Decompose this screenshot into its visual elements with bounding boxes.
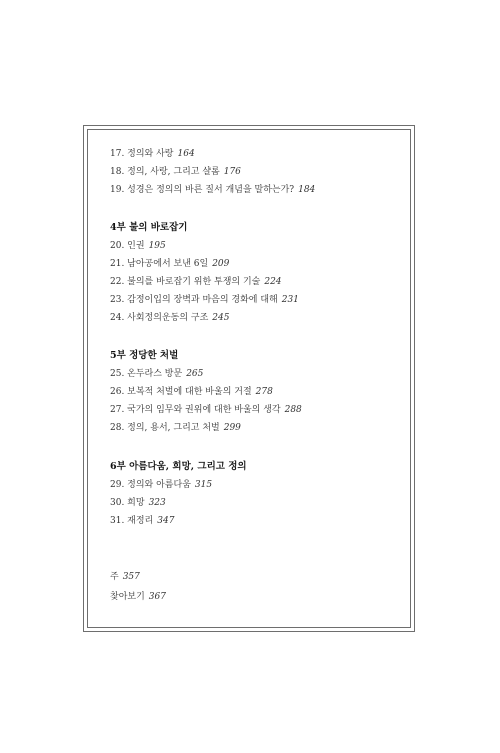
page-number: 245 [212, 313, 230, 323]
page-number: 288 [284, 405, 302, 415]
page-number: 164 [177, 149, 195, 159]
toc-entry: 27. 국가의 임무와 권위에 대한 바울의 생각 288 [110, 405, 302, 415]
page-number: 347 [157, 516, 175, 526]
page-number: 209 [212, 259, 230, 269]
toc-entry: 26. 보복적 처벌에 대한 바울의 거절 278 [110, 387, 273, 397]
page-number: 195 [148, 241, 166, 251]
part-heading: 5부 정당한 처벌 [110, 350, 179, 361]
toc-entry: 30. 희망 323 [110, 498, 166, 508]
part-heading: 6부 아름다움, 희망, 그리고 정의 [110, 461, 247, 472]
toc-entry: 17. 정의와 사랑 164 [110, 149, 195, 159]
page-number: 176 [223, 167, 241, 177]
toc-entry: 19. 성경은 정의의 바른 질서 개념을 말하는가? 184 [110, 185, 316, 195]
page-number: 184 [298, 185, 316, 195]
part-heading: 4부 불의 바로잡기 [110, 222, 188, 233]
toc-entry: 28. 정의, 용서, 그리고 처벌 299 [110, 423, 241, 433]
page-number: 357 [122, 572, 140, 582]
toc-entry: 25. 온두라스 방문 265 [110, 369, 204, 379]
page-number: 299 [223, 423, 241, 433]
toc-entry-index: 찾아보기 367 [110, 592, 166, 602]
toc-entry: 18. 정의, 사랑, 그리고 샬롬 176 [110, 167, 241, 177]
page-number: 315 [194, 480, 213, 490]
page-number: 265 [186, 369, 204, 379]
page-number: 231 [281, 295, 299, 305]
toc-entry: 22. 불의를 바로잡기 위한 투쟁의 기술 224 [110, 277, 282, 287]
toc-entry: 29. 정의와 아름다움 315 [110, 480, 213, 490]
page-number: 278 [255, 387, 273, 397]
page-number: 367 [148, 592, 166, 602]
toc-entry: 23. 감정이입의 장벽과 마음의 경화에 대해 231 [110, 295, 299, 305]
toc-entry: 21. 남아공에서 보낸 6일 209 [110, 259, 230, 269]
toc-entry: 20. 인권 195 [110, 241, 166, 251]
toc-entry: 31. 재정리 347 [110, 516, 175, 526]
page-number: 224 [264, 277, 282, 287]
toc-entry: 24. 사회정의운동의 구조 245 [110, 313, 230, 323]
page-number: 323 [148, 498, 166, 508]
toc-entry-notes: 주 357 [110, 572, 140, 582]
